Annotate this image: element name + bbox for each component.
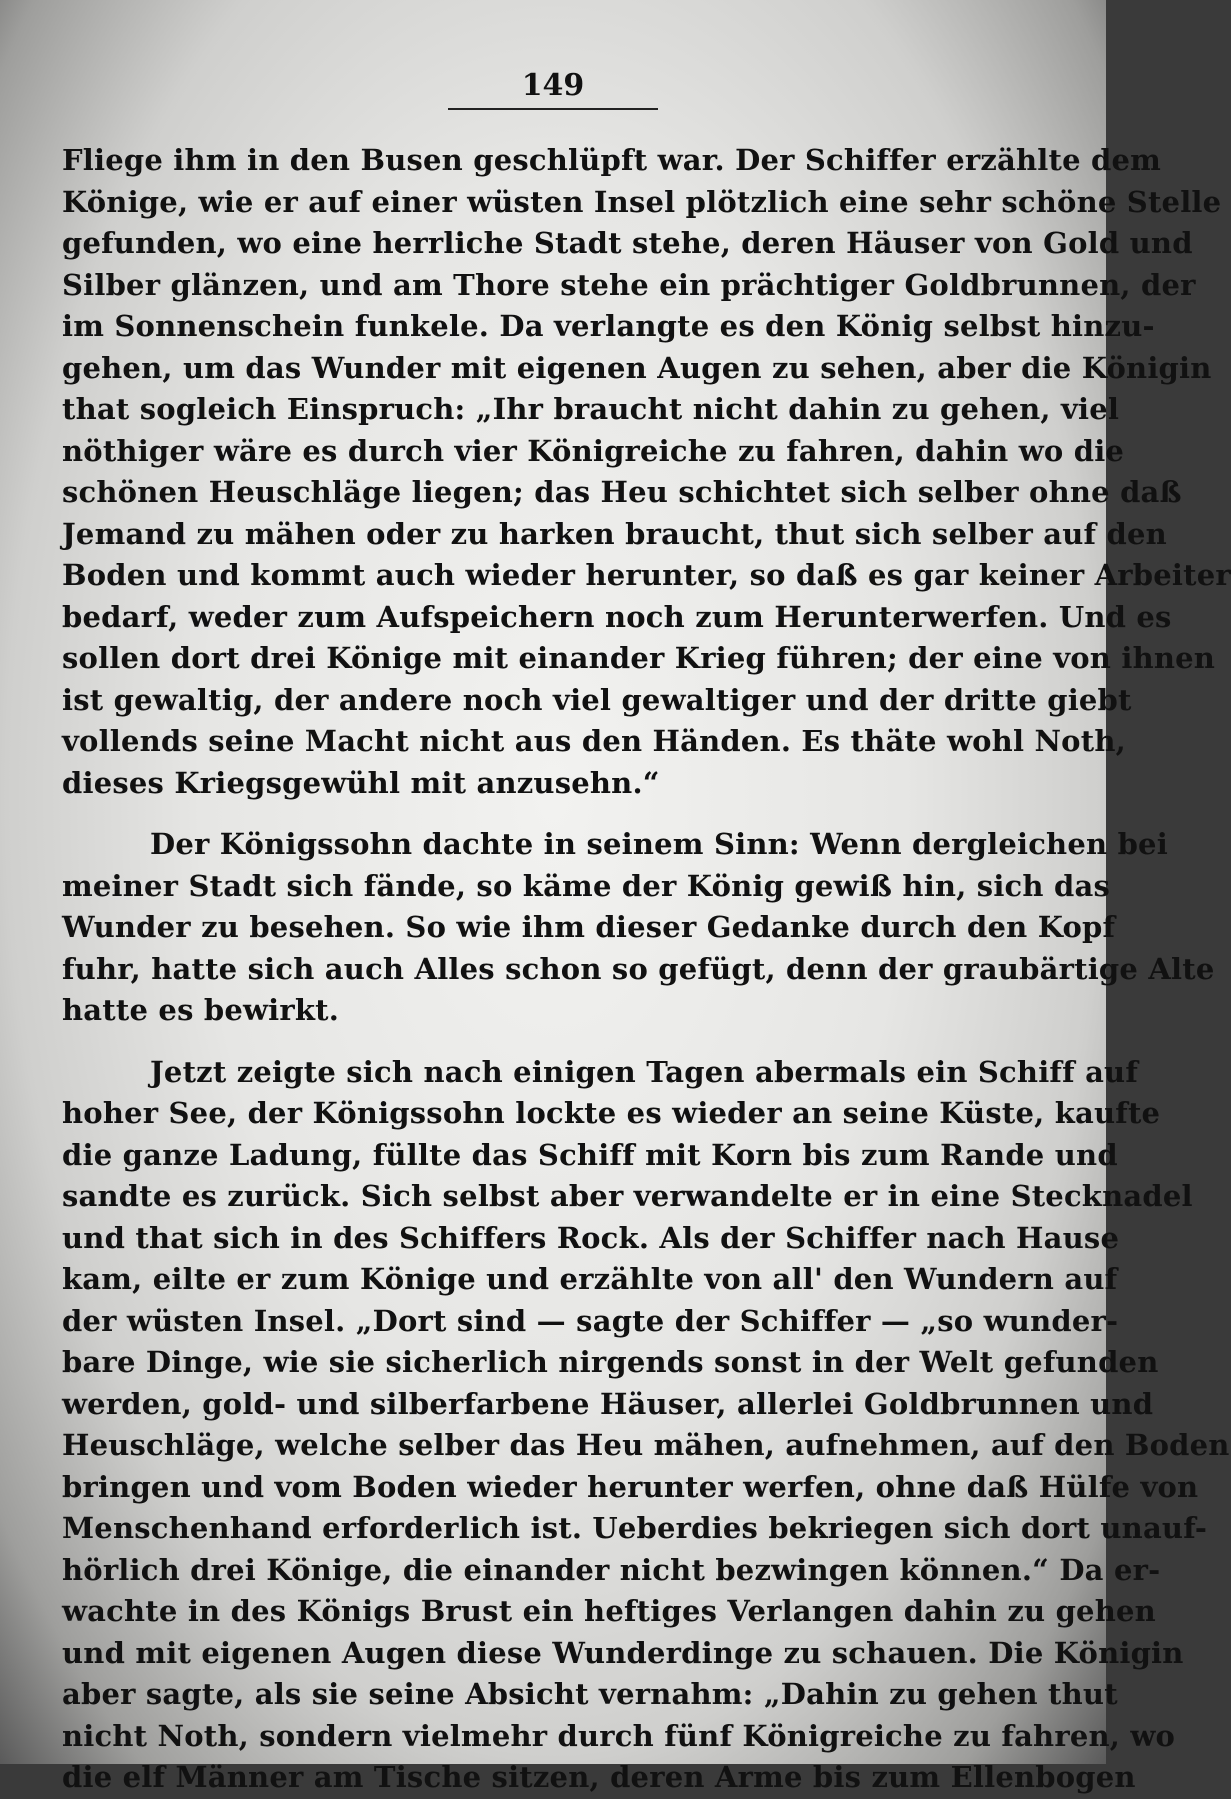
text-line: Wunder zu besehen. So wie ihm dieser Gedanke durch den Kopf [62, 910, 1116, 944]
text-line: Silber glänzen, und am Thore stehe ein prächtiger Goldbrunnen, der [62, 267, 1196, 302]
text-line: Der Königssohn dachte in seinem Sinn: Wenn dergleichen bei [150, 827, 1168, 861]
text-line: ist gewaltig, der andere noch viel gewaltiger und der dritte giebt [62, 682, 1132, 717]
text-line: hoher See, der Königssohn lockte es wieder an seine Küste, kaufte [62, 1096, 1161, 1130]
text-line: bringen und vom Boden wieder herunter werfen, ohne daß Hülfe von [62, 1469, 1199, 1504]
text-line: Boden und kommt auch wieder herunter, so daß es gar keiner Arbeiter [62, 558, 1231, 592]
text-line: fuhr, hatte sich auch Alles schon so gefügt, denn der graubärtige Alte [62, 951, 1215, 986]
text-line: vollends seine Macht nicht aus den Händen. Es thäte wohl Noth, [62, 724, 1126, 758]
text-line: Fliege ihm in den Busen geschlüpft war. Der Schiffer erzählte dem [62, 143, 1162, 177]
text-line: hörlich drei Könige, die einander nicht bezwingen können.“ Da er- [62, 1552, 1161, 1587]
text-line: nicht Noth, sondern vielmehr durch fünf Königreiche zu fahren, wo [62, 1718, 1176, 1753]
text-line: nöthiger wäre es durch vier Königreiche zu fahren, dahin wo die [62, 433, 1125, 468]
text-line: that sogleich Einspruch: „Ihr braucht nicht dahin zu gehen, viel [62, 392, 1120, 426]
text-line: gefunden, wo eine herrliche Stadt stehe, deren Häuser von Gold und [62, 226, 1193, 260]
paragraph-3 [62, 1052, 1230, 1799]
text-line: die elf Männer am Tische sitzen, deren Arme bis zum Ellenbogen [62, 1760, 1136, 1794]
text-line: bedarf, weder zum Aufspeichern noch zum Herunterwerfen. Und es [62, 599, 1172, 634]
page-number-rule [448, 108, 658, 110]
text-line: meiner Stadt sich fände, so käme der König gewiß hin, sich das [62, 868, 1110, 903]
text-line: Jemand zu mähen oder zu harken braucht, thut sich selber auf den [62, 516, 1167, 551]
text-line: Heuschläge, welche selber das Heu mähen, aufnehmen, auf den Boden [62, 1428, 1230, 1462]
text-line: im Sonnenschein funkele. Da verlangte es den König selbst hinzu- [62, 309, 1155, 343]
text-line: Könige, wie er auf einer wüsten Insel plötzlich eine sehr schöne Stelle [62, 184, 1222, 219]
text-line: sollen dort drei Könige mit einander Krieg führen; der eine von ihnen [62, 641, 1216, 675]
text-line: bare Dinge, wie sie sicherlich nirgends sonst in der Welt gefunden [62, 1345, 1159, 1379]
text-line: dieses Kriegsgewühl mit anzusehn.“ [62, 765, 660, 800]
text-line: der wüsten Insel. „Dort sind — sagte der Schiffer — „so wunder- [62, 1303, 1119, 1338]
text-line: gehen, um das Wunder mit eigenen Augen zu sehen, aber die Königin [62, 350, 1212, 385]
text-line: und that sich in des Schiffers Rock. Als der Schiffer nach Hause [62, 1220, 1120, 1255]
text-line: sandte es zurück. Sich selbst aber verwandelte er in eine Stecknadel [62, 1179, 1193, 1213]
text-line: und mit eigenen Augen diese Wunderdinge zu schauen. Die Königin [62, 1635, 1184, 1670]
paragraph-2 [62, 824, 1215, 1032]
body-text [62, 140, 1231, 1799]
text-line: wachte in des Königs Brust ein heftiges Verlangen dahin zu gehen [62, 1594, 1156, 1628]
text-line: aber sagte, als sie seine Absicht vernahm: „Dahin zu gehen thut [62, 1677, 1118, 1711]
text-line: schönen Heuschläge liegen; das Heu schichtet sich selber ohne daß [62, 475, 1182, 509]
text-line: kam, eilte er zum Könige und erzählte von all' den Wundern auf [62, 1262, 1118, 1296]
text-line: Jetzt zeigte sich nach einigen Tagen abermals ein Schiff auf [150, 1054, 1139, 1089]
text-line: hatte es bewirkt. [62, 993, 340, 1027]
text-line: Menschenhand erforderlich ist. Ueberdies bekriegen sich dort unauf- [62, 1511, 1208, 1545]
text-line: werden, gold- und silberfarbene Häuser, allerlei Goldbrunnen und [62, 1386, 1154, 1421]
paragraph-1 [62, 140, 1231, 804]
text-line: die ganze Ladung, füllte das Schiff mit Korn bis zum Rande und [62, 1137, 1118, 1172]
page-number: 149 [521, 68, 585, 103]
